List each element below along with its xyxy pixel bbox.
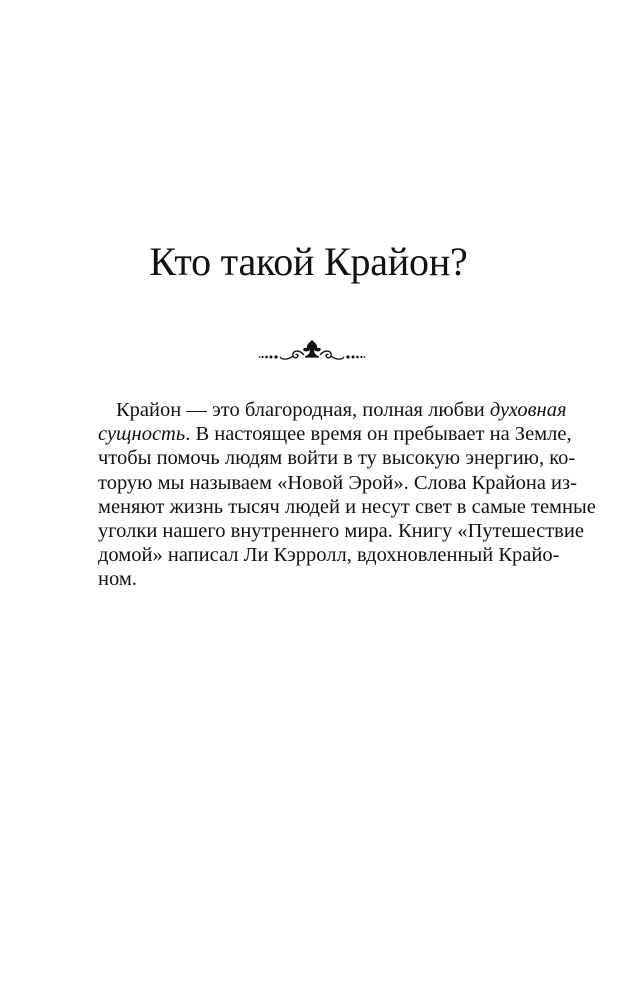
paragraph-text: Крайон — это благородная, полная любви	[116, 399, 490, 421]
paragraph-line: чтобы помочь людям войти в ту высокую энергию, ко-	[98, 447, 576, 470]
paragraph-line: ном.	[98, 568, 137, 591]
paragraph-line: меняют жизнь тысяч людей и несут свет в самые темные	[98, 495, 596, 518]
paragraph-italic-text: духовная	[489, 399, 567, 421]
paragraph-text: . В настоящее время он пребывает на Земле,	[185, 423, 572, 446]
paragraph-line: торую мы называем «Новой Эрой». Слова Крайона из-	[98, 471, 577, 494]
paragraph-line	[98, 398, 567, 422]
floral-divider-icon	[258, 338, 366, 364]
page-title: Кто такой Крайон?	[149, 239, 468, 284]
paragraph-line: домой» написал Ли Кэрролл, вдохновленный Крайо-	[98, 544, 560, 567]
paragraph-italic-text: сущность	[98, 423, 186, 446]
body-paragraph	[98, 398, 596, 592]
paragraph-line	[98, 422, 572, 446]
paragraph-line: уголки нашего внутреннего мира. Книгу «Путешествие	[98, 520, 584, 543]
